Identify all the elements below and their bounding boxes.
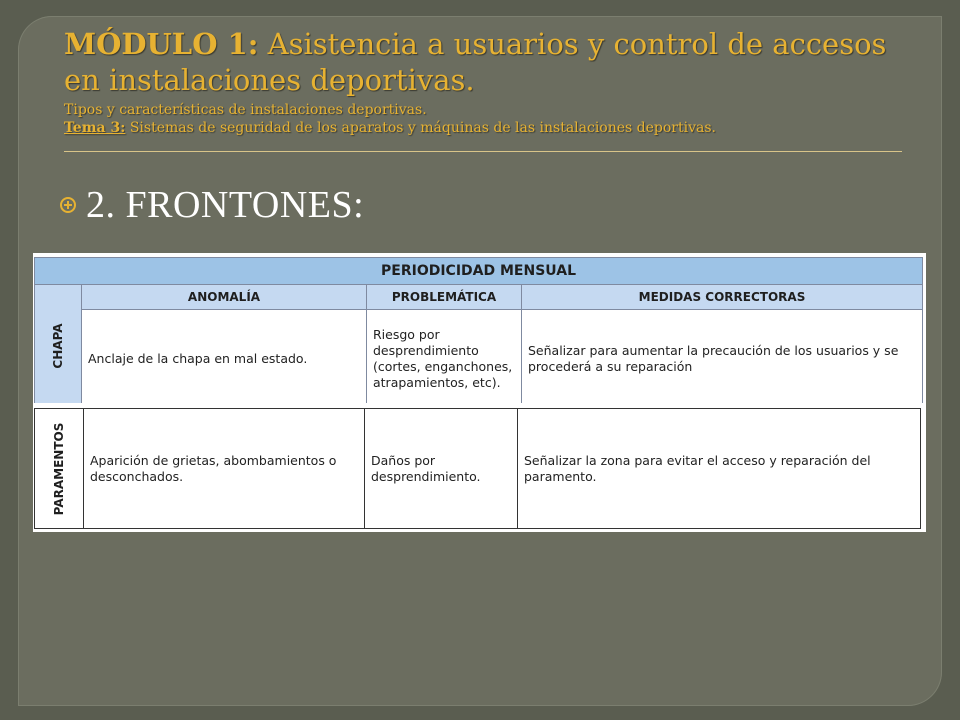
slide-title (64, 26, 924, 98)
cell-anomalia: Anclaje de la chapa en mal estado. (82, 310, 367, 408)
title-divider (64, 151, 902, 152)
table-bottom (34, 408, 921, 529)
column-header-problematica: PROBLEMÁTICA (367, 285, 522, 310)
cell-problematica: Riesgo por desprendimiento (cortes, enganchones, atrapamientos, etc). (367, 310, 522, 408)
section-label: PARAMENTOS (52, 422, 66, 515)
circle-plus-icon (60, 197, 76, 213)
section-label: CHAPA (51, 323, 65, 369)
bullet-text: 2. FRONTONES: (86, 184, 365, 226)
table-title: PERIODICIDAD MENSUAL (35, 258, 923, 285)
column-header-medidas: MEDIDAS CORRECTORAS (522, 285, 923, 310)
row-section-chapa (35, 285, 82, 408)
column-header-anomalia: ANOMALÍA (82, 285, 367, 310)
maintenance-table-image (33, 253, 926, 532)
tema-text: Sistemas de seguridad de los aparatos y máquinas de las instalaciones deportivas. (129, 120, 716, 136)
tema-label: Tema 3: (64, 120, 126, 136)
cell-medidas: Señalizar la zona para evitar el acceso y reparación del paramento. (518, 409, 921, 529)
table-top (34, 257, 923, 408)
slide-subtitle (64, 101, 904, 137)
row-section-paramentos (35, 409, 84, 529)
tema-line (64, 119, 904, 137)
cell-problematica: Daños por desprendimiento. (365, 409, 518, 529)
cell-medidas: Señalizar para aumentar la precaución de los usuarios y se procederá a su reparación (522, 310, 923, 408)
bullet-item (60, 183, 364, 227)
subtitle-line: Tipos y características de instalaciones deportivas. (64, 102, 427, 118)
cell-anomalia: Aparición de grietas, abombamientos o desconchados. (84, 409, 365, 529)
module-title: Asistencia a usuarios y control de accesos en instalaciones deportivas. (64, 27, 887, 97)
module-label: MÓDULO 1: (64, 27, 259, 61)
